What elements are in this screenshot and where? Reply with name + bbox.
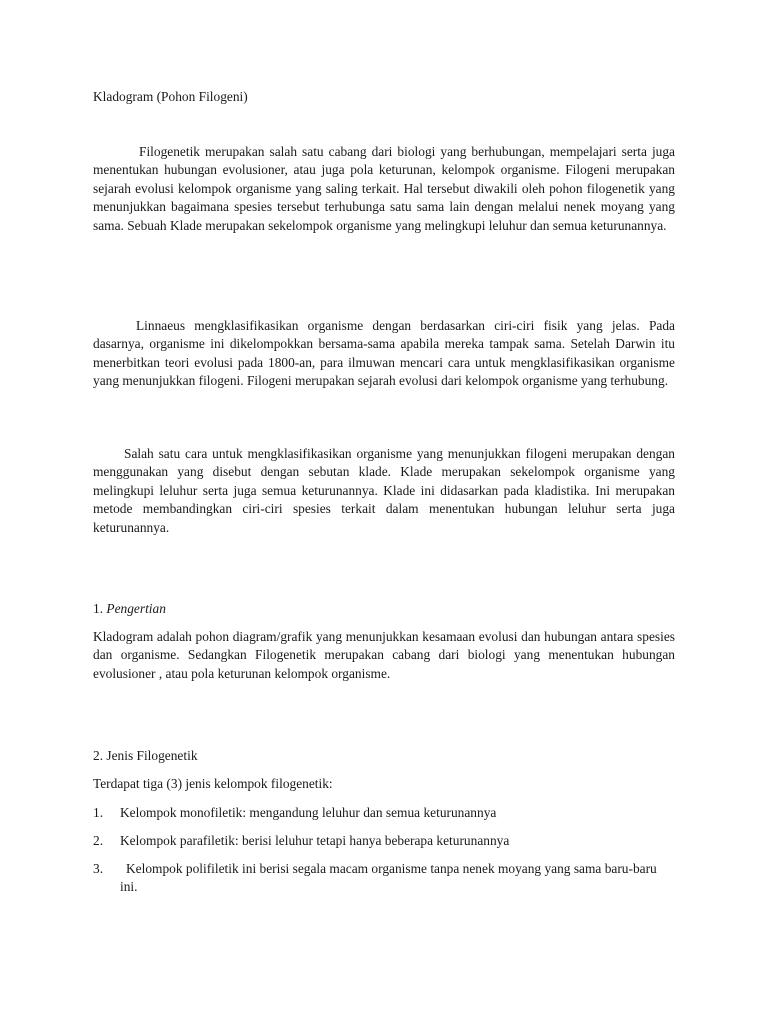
section-pengertian-heading xyxy=(93,600,675,618)
document-title: Kladogram (Pohon Filogeni) xyxy=(93,89,248,104)
paragraph-filogenetik: Filogenetik merupakan salah satu cabang dari biologi yang berhubungan, mempelajari serta juga menentukan hubungan evolusioner, atau juga pola keturunan, kelompok organisme. Filogeni merupakan sejarah evolusi kelompok organisme yang saling terkait. Hal tersebut diwakili oleh pohon filogenetik yang menunjukkan bagaimana spesies tersebut terhubunga satu sama lain dengan melalui nenek moyang yang sama. Sebuah Klade merupakan sekelompok organisme yang melingkupi leluhur dan semua keturunannya. xyxy=(93,144,675,233)
list-item xyxy=(93,832,675,850)
paragraph-klade: Salah satu cara untuk mengklasifikasikan organisme yang menunjukkan filogeni merupakan dengan menggunakan yang disebut dengan sebutan klade. Klade merupakan sekelompok organisme yang melingkupi leluhur serta juga semua keturunannya. Klade ini didasarkan pada kladistika. Ini merupakan metode membandingkan ciri-ciri spesies terkait dalam menentukan hubungan leluhur serta juga keturunannya. xyxy=(93,446,675,535)
list-text: Kelompok monofiletik: mengandung leluhur dan semua keturunannya xyxy=(120,805,497,820)
list-number: 3. xyxy=(93,861,104,876)
list-item xyxy=(93,804,675,822)
section-pengertian-body: Kladogram adalah pohon diagram/grafik yang menunjukkan kesamaan evolusi dan hubungan antara spesies dan organisme. Sedangkan Filogenetik merupakan cabang dari biologi yang menentukan hubungan evolusioner , atau pola keturunan kelompok organisme. xyxy=(93,629,675,681)
list-text: Kelompok polifiletik ini berisi segala macam organisme tanpa nenek moyang yang sama baru-baru ini. xyxy=(120,861,657,895)
section-jenis-heading: 2. Jenis Filogenetik xyxy=(93,748,198,763)
list-text: Kelompok parafiletik: berisi leluhur tetapi hanya beberapa keturunannya xyxy=(120,833,510,848)
list-number: 1. xyxy=(93,805,104,820)
paragraph-linnaeus: Linnaeus mengklasifikasikan organisme dengan berdasarkan ciri-ciri fisik yang jelas. Pada dasarnya, organisme ini dikelompokkan bersama-sama apabila mereka tampak sama. Setelah Darwin itu menerbitkan teori evolusi pada 1800-an, para ilmuwan mencari cara untuk mengklasifikasikan organisme yang menunjukkan filogeni. Filogeni merupakan sejarah evolusi dari kelompok organisme yang terhubung. xyxy=(93,318,675,389)
section-jenis-intro: Terdapat tiga (3) jenis kelompok filogenetik: xyxy=(93,776,333,791)
section-heading-text: Pengertian xyxy=(106,601,166,616)
section-number: 1. xyxy=(93,601,104,616)
list-number: 2. xyxy=(93,833,104,848)
list-item xyxy=(93,860,675,897)
